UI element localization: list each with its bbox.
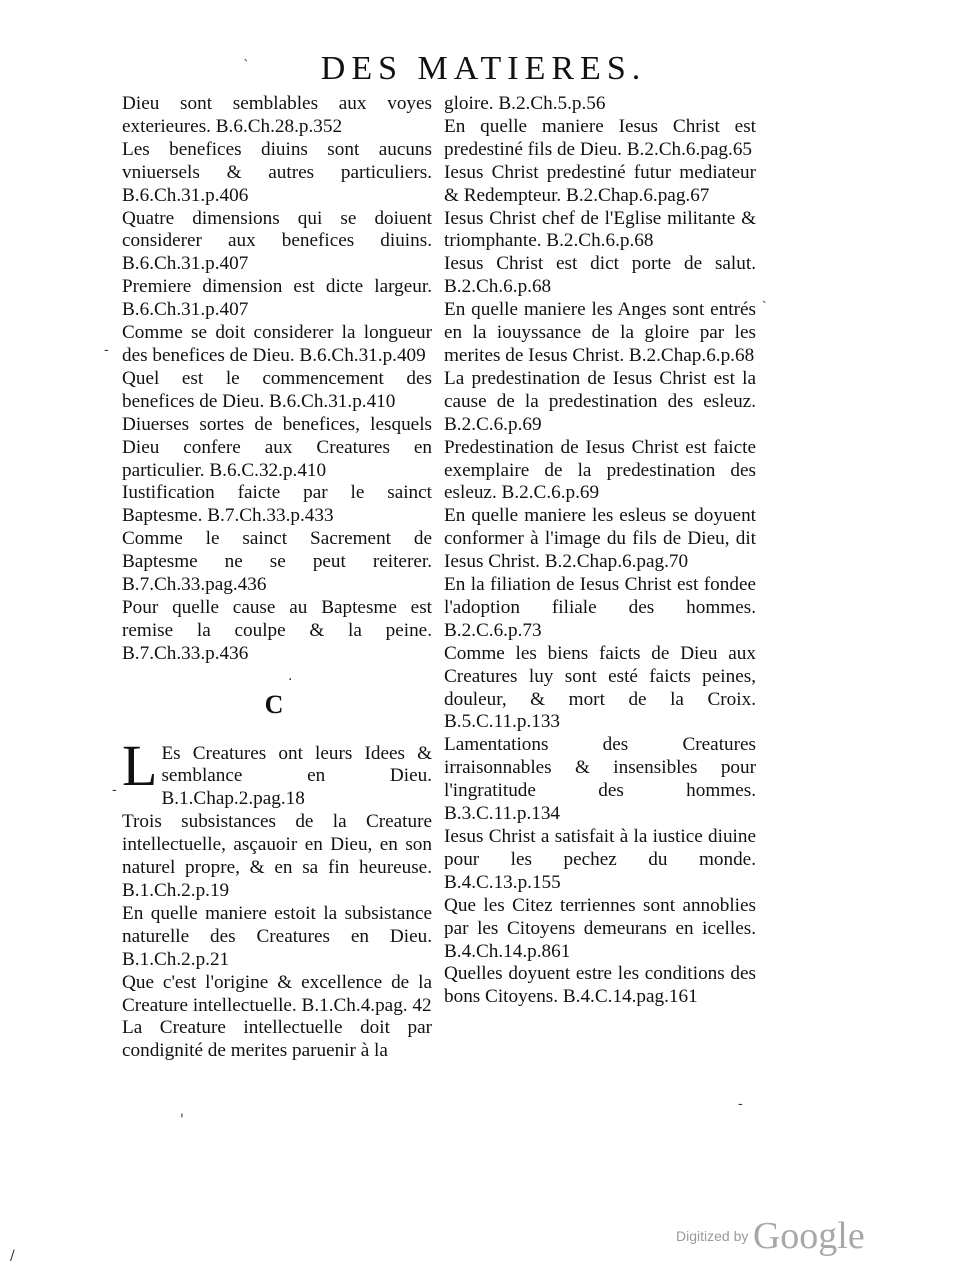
- watermark-prefix: Digitized by: [676, 1228, 749, 1244]
- index-entry: Quel est le commencement des benefices de Dieu. B.6.Ch.31.p.410: [122, 367, 432, 412]
- left-entries-before: [122, 93, 432, 666]
- section-letter-heading: C: [264, 689, 284, 719]
- scan-speck: -: [112, 782, 117, 798]
- index-entry: Que c'est l'origine & excellence de la Creature intellectuelle. B.1.Ch.4.pag. 42: [122, 971, 432, 1016]
- left-entries-after: [122, 732, 432, 1064]
- index-entry: Que les Citez terriennes sont annoblies par les Citoyens demeurans en icelles. B.4.Ch.14.p.861: [444, 894, 756, 962]
- scan-speck: /: [10, 1248, 15, 1264]
- index-entry: Comme se doit considerer la longueur des benefices de Dieu. B.6.Ch.31.p.409: [122, 322, 432, 366]
- right-column: [444, 93, 756, 1009]
- index-entry: gloire. B.2.Ch.5.p.56: [444, 93, 606, 114]
- index-entry: Predestination de Iesus Christ est faicte exemplaire de la predestination des esleuz. B.2.C.6.p.69: [444, 436, 756, 504]
- index-entry: Quatre dimensions qui se doiuent considerer aux benefices diuins. B.6.Ch.31.p.407: [122, 207, 432, 275]
- scan-speck: ˎ: [762, 288, 767, 304]
- scan-speck: -: [104, 342, 109, 358]
- index-entry: Pour quelle cause au Baptesme est remise la coulpe & la peine. B.7.Ch.33.p.436: [122, 596, 432, 664]
- digitized-by-google-watermark: [676, 1214, 865, 1258]
- index-entry: Iesus Christ a satisfait à la iustice diuine pour les pechez du monde. B.4.C.13.p.155: [444, 826, 756, 893]
- index-entry: En quelle maniere les esleus se doyuent conformer à l'image du fils de Dieu, dit Iesus Christ. B.2.Chap.6.pag.70: [444, 505, 756, 573]
- index-entry: Dieu sont semblables aux voyes exterieures. B.6.Ch.28.p.352: [122, 93, 432, 137]
- index-entry: Premiere dimension est dicte largeur. B.6.Ch.31.p.407: [122, 276, 432, 321]
- index-entry: Diuerses sortes de benefices, lesquels Dieu confere aux Creatures en particulier. B.6.C.32.p.410: [122, 413, 432, 481]
- index-entry: Iesus Christ est dict porte de salut. B.2.Ch.6.p.68: [444, 253, 756, 298]
- left-column: [122, 93, 432, 1063]
- index-entry: Trois subsistances de la Creature intellectuelle, asçauoir en Dieu, en son naturel propre, & en sa fin heureuse. B.1.Ch.2.p.19: [122, 811, 432, 901]
- index-entry: Comme le sainct Sacrement de Baptesme ne se peut reiterer. B.7.Ch.33.pag.436: [122, 528, 432, 596]
- index-entry: Iesus Christ predestiné futur mediateur & Redempteur. B.2.Chap.6.pag.67: [444, 161, 756, 206]
- index-entry: Quelles doyuent estre les conditions des bons Citoyens. B.4.C.14.pag.161: [444, 963, 756, 1008]
- index-entry: Iustification faicte par le sainct Baptesme. B.7.Ch.33.p.433: [122, 482, 432, 527]
- watermark-brand: Google: [752, 1215, 865, 1257]
- index-entry-dropcap: LEs Creatures ont leurs Idees & semblance en Dieu. B.1.Chap.2.pag.18: [122, 732, 432, 810]
- index-entry: En la filiation de Iesus Christ est fondee l'adoption filiale des hommes. B.2.C.6.p.73: [444, 574, 756, 641]
- scan-speck: ·: [288, 672, 293, 688]
- index-entry: En quelle maniere les Anges sont entrés en la iouyssance de la gloire par les merites de Iesus Christ. B.2.Chap.6.p.68: [444, 299, 756, 366]
- running-head-title: DES MATIERES.: [320, 50, 647, 87]
- scan-speck: -: [738, 1096, 743, 1112]
- index-entry: La predestination de Iesus Christ est la cause de la predestination des esleuz. B.2.C.6.p.69: [444, 367, 756, 435]
- index-entry: Iesus Christ chef de l'Eglise militante & triomphante. B.2.Ch.6.p.68: [444, 207, 756, 252]
- scan-speck: ˋ: [243, 58, 250, 74]
- scan-speck: ': [180, 1112, 184, 1128]
- index-entry: Lamentations des Creatures irraisonnables & insensibles pour l'ingratitude des hommes. B.3.C.11.p.134: [444, 734, 756, 825]
- index-entry: Les benefices diuins sont aucuns vniuersels & autres particuliers. B.6.Ch.31.p.406: [122, 138, 432, 206]
- index-entry: La Creature intellectuelle doit par condignité de merites paruenir à la: [122, 1017, 432, 1062]
- index-entry: En quelle maniere Iesus Christ est predestiné fils de Dieu. B.2.Ch.6.pag.65: [444, 115, 756, 160]
- index-entry: Comme les biens faicts de Dieu aux Creatures luy sont esté faicts peines, douleur, & mort de la Croix. B.5.C.11.p.133: [444, 642, 756, 733]
- index-entry: En quelle maniere estoit la subsistance naturelle des Creatures en Dieu. B.1.Ch.2.p.21: [122, 902, 432, 970]
